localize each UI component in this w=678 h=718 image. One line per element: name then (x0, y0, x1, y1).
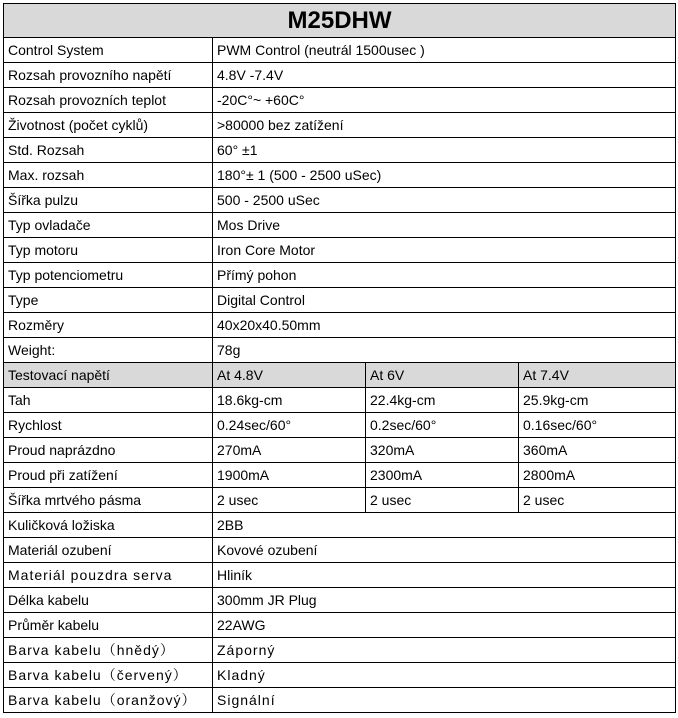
spec-value: Přímý pohon (213, 263, 676, 288)
spec-value-6v: 2300mA (366, 463, 519, 488)
spec-value: 22AWG (213, 613, 676, 638)
spec-value-4-8v: 270mA (213, 438, 366, 463)
spec-row-motor-type (4, 238, 676, 263)
spec-row-weight (4, 338, 676, 363)
spec-row-speed (4, 413, 676, 438)
spec-label: Kuličková ložiska (4, 513, 213, 538)
spec-label: Typ ovladače (4, 213, 213, 238)
spec-value-6v: 22.4kg-cm (366, 388, 519, 413)
spec-value: 2BB (213, 513, 676, 538)
spec-label: Rozměry (4, 313, 213, 338)
spec-row-potentiometer-type (4, 263, 676, 288)
table-title: M25DHW (4, 4, 676, 38)
spec-label: Materiál pouzdra serva (4, 563, 213, 588)
spec-row-dead-band (4, 488, 676, 513)
spec-value: -20C°~ +60C° (213, 88, 676, 113)
spec-value-4-8v: 18.6kg-cm (213, 388, 366, 413)
spec-label: Rozsah provozních teplot (4, 88, 213, 113)
spec-value-6v: 0.2sec/60° (366, 413, 519, 438)
spec-value: Kladný (213, 663, 676, 688)
spec-label: Barva kabelu（oranžový） (4, 688, 213, 713)
spec-value: 4.8V -7.4V (213, 63, 676, 88)
spec-row-voltage-range (4, 63, 676, 88)
spec-row-dimensions (4, 313, 676, 338)
spec-value: Hliník (213, 563, 676, 588)
spec-row-case-material (4, 563, 676, 588)
spec-value: Záporný (213, 638, 676, 663)
spec-value-7-4v: 360mA (519, 438, 676, 463)
spec-label: Type (4, 288, 213, 313)
spec-row-load-current (4, 463, 676, 488)
spec-value-4-8v: 2 usec (213, 488, 366, 513)
spec-row-temperature-range (4, 88, 676, 113)
test-voltage-header-row (4, 363, 676, 388)
spec-label: Barva kabelu（hnědý） (4, 638, 213, 663)
spec-row-pulse-width (4, 188, 676, 213)
spec-row-type (4, 288, 676, 313)
spec-table (3, 3, 676, 713)
spec-value: Digital Control (213, 288, 676, 313)
spec-value: 300mm JR Plug (213, 588, 676, 613)
voltage-header-4-8v: At 4.8V (213, 363, 366, 388)
spec-label: Typ potenciometru (4, 263, 213, 288)
spec-value-4-8v: 0.24sec/60° (213, 413, 366, 438)
spec-label: Materiál ozubení (4, 538, 213, 563)
title-row (4, 4, 676, 38)
spec-label: Tah (4, 388, 213, 413)
spec-row-torque (4, 388, 676, 413)
spec-label: Rychlost (4, 413, 213, 438)
spec-value: 180°± 1 (500 - 2500 uSec) (213, 163, 676, 188)
spec-value-7-4v: 25.9kg-cm (519, 388, 676, 413)
spec-label: Max. rozsah (4, 163, 213, 188)
spec-value: Signální (213, 688, 676, 713)
spec-label: Weight: (4, 338, 213, 363)
spec-value-6v: 320mA (366, 438, 519, 463)
spec-label: Proud při zatížení (4, 463, 213, 488)
spec-row-lifetime (4, 113, 676, 138)
spec-label: Barva kabelu（červený） (4, 663, 213, 688)
spec-row-gear-material (4, 538, 676, 563)
spec-label: Std. Rozsah (4, 138, 213, 163)
spec-row-cable-length (4, 588, 676, 613)
spec-row-cable-red (4, 663, 676, 688)
test-voltage-label: Testovací napětí (4, 363, 213, 388)
spec-value-4-8v: 1900mA (213, 463, 366, 488)
spec-value-7-4v: 0.16sec/60° (519, 413, 676, 438)
spec-label: Délka kabelu (4, 588, 213, 613)
spec-row-idle-current (4, 438, 676, 463)
spec-label: Průměr kabelu (4, 613, 213, 638)
spec-row-cable-brown (4, 638, 676, 663)
spec-label: Životnost (počet cyklů) (4, 113, 213, 138)
spec-row-control-system (4, 38, 676, 63)
spec-value: 40x20x40.50mm (213, 313, 676, 338)
spec-label: Typ motoru (4, 238, 213, 263)
spec-label: Šířka mrtvého pásma (4, 488, 213, 513)
spec-value: 60° ±1 (213, 138, 676, 163)
spec-row-max-range (4, 163, 676, 188)
spec-row-cable-orange (4, 688, 676, 713)
voltage-header-6v: At 6V (366, 363, 519, 388)
voltage-header-7-4v: At 7.4V (519, 363, 676, 388)
spec-row-bearings (4, 513, 676, 538)
spec-row-cable-diameter (4, 613, 676, 638)
spec-value: Iron Core Motor (213, 238, 676, 263)
spec-value: PWM Control (neutrál 1500usec ) (213, 38, 676, 63)
spec-value-7-4v: 2 usec (519, 488, 676, 513)
spec-label: Šířka pulzu (4, 188, 213, 213)
spec-row-driver-type (4, 213, 676, 238)
spec-value: Kovové ozubení (213, 538, 676, 563)
spec-value: >80000 bez zatížení (213, 113, 676, 138)
spec-value: 500 - 2500 uSec (213, 188, 676, 213)
spec-label: Proud naprázdno (4, 438, 213, 463)
spec-value: 78g (213, 338, 676, 363)
spec-label: Rozsah provozního napětí (4, 63, 213, 88)
spec-value: Mos Drive (213, 213, 676, 238)
spec-label: Control System (4, 38, 213, 63)
spec-row-std-range (4, 138, 676, 163)
spec-value-6v: 2 usec (366, 488, 519, 513)
spec-value-7-4v: 2800mA (519, 463, 676, 488)
